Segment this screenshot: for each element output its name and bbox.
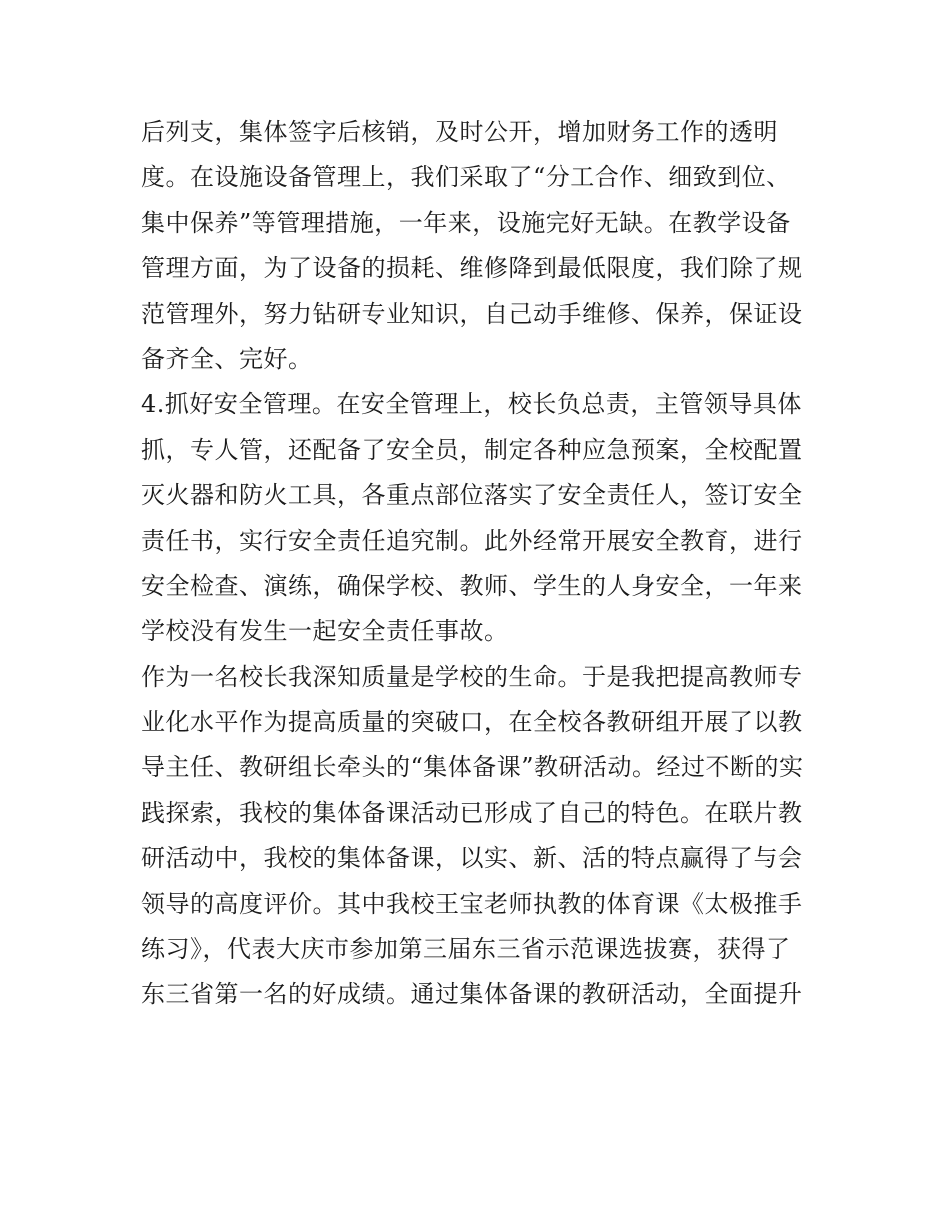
text-line: 安全检查、演练，确保学校、教师、学生的人身安全，一年来 <box>141 571 803 600</box>
text-line: 管理方面，为了设备的损耗、维修降到最低限度，我们除了规 <box>141 254 803 283</box>
body-text <box>141 110 813 1018</box>
text-line: 范管理外，努力钻研专业知识，自己动手维修、保养，保证设 <box>141 299 803 328</box>
text-line: 4.抓好安全管理。在安全管理上，校长负总责，主管领导具体 <box>141 390 802 419</box>
text-line: 东三省第一名的好成绩。通过集体备课的教研活动，全面提升 <box>141 980 803 1009</box>
text-line: 灭火器和防火工具，各重点部位落实了安全责任人，签订安全 <box>141 481 803 510</box>
text-line: 领导的高度评价。其中我校王宝老师执教的体育课《太极推手 <box>141 889 803 918</box>
text-line: 度。在设施设备管理上，我们采取了“分工合作、细致到位、 <box>141 163 791 192</box>
text-line: 抓，专人管，还配备了安全员，制定各种应急预案，全校配置 <box>141 435 803 464</box>
text-line: 备齐全、完好。 <box>141 344 313 373</box>
text-line: 导主任、教研组长牵头的“集体备课”教研活动。经过不断的实 <box>141 753 804 782</box>
text-line: 业化水平作为提高质量的突破口，在全校各教研组开展了以教 <box>141 708 803 737</box>
text-line: 集中保养”等管理措施，一年来，设施完好无缺。在教学设备 <box>141 208 791 237</box>
text-line: 作为一名校长我深知质量是学校的生命。于是我把提高教师专 <box>141 662 803 691</box>
text-line: 练习》，代表大庆市参加第三届东三省示范课选拔赛，获得了 <box>141 935 791 964</box>
text-line: 践探索，我校的集体备课活动已形成了自己的特色。在联片教 <box>141 798 803 827</box>
text-line: 后列支，集体签字后核销，及时公开，增加财务工作的透明 <box>141 118 778 146</box>
text-line: 研活动中，我校的集体备课，以实、新、活的特点赢得了与会 <box>141 844 803 873</box>
text-line: 责任书，实行安全责任追究制。此外经常开展安全教育，进行 <box>141 526 803 555</box>
text-line: 学校没有发生一起安全责任事故。 <box>141 617 509 646</box>
